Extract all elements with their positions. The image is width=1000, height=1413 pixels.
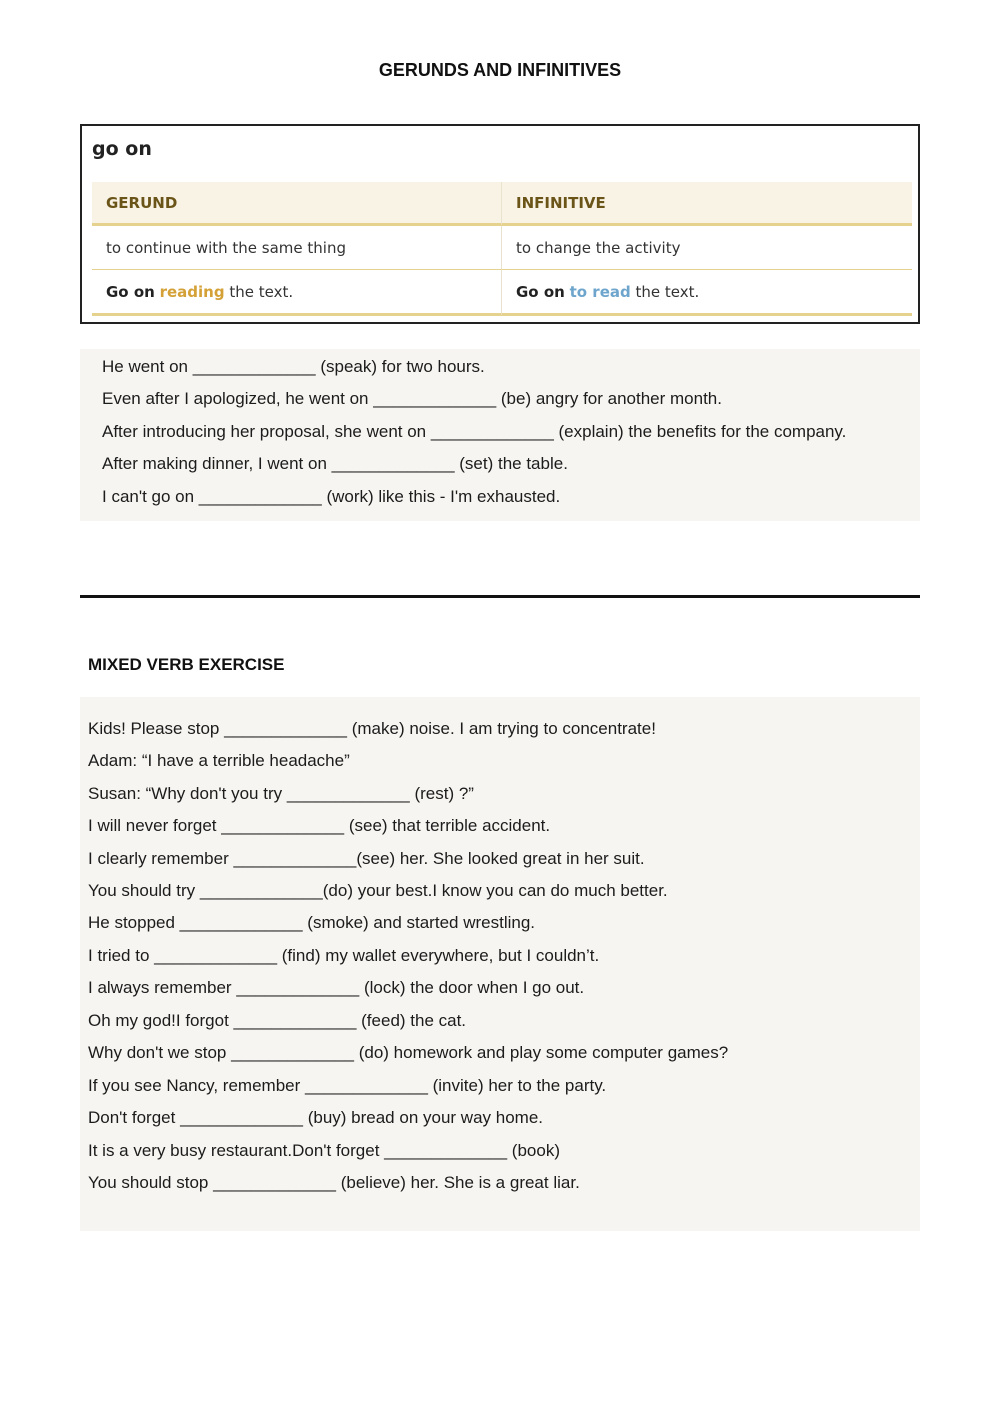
exercise1-item: After making dinner, I went on _____________ (set) the table. (102, 454, 568, 473)
infinitive-meaning: to change the activity (502, 226, 912, 270)
reference-table (92, 182, 912, 316)
exercise2-item: I always remember _____________ (lock) the door when I go out. (88, 978, 585, 997)
exercise1-item: I can't go on _____________ (work) like this - I'm exhausted. (102, 487, 561, 506)
exercise2-item: He stopped _____________ (smoke) and started wrestling. (88, 913, 536, 932)
gerund-example (92, 270, 502, 316)
exercise2-item: Susan: “Why don't you try _____________ (rest) ?” (88, 784, 474, 803)
reference-heading: go on (92, 138, 152, 160)
page-title: GERUNDS AND INFINITIVES (378, 60, 622, 80)
infinitive-example (502, 270, 912, 316)
exercise2-item: If you see Nancy, remember _____________ (invite) her to the party. (88, 1076, 607, 1095)
exercise2-item: I tried to _____________ (find) my wallet everywhere, but I couldn’t. (88, 946, 600, 965)
exercise1-item: He went on _____________ (speak) for two hours. (102, 357, 485, 376)
exercise2-item: I will never forget _____________ (see) that terrible accident. (88, 816, 551, 835)
gerund-meaning: to continue with the same thing (92, 226, 502, 270)
example-tail: the text. (635, 282, 700, 301)
exercise2-item: You should try _____________(do) your best.I know you can do much better. (88, 881, 668, 900)
example-verb: to read (569, 282, 631, 301)
example-verb: reading (159, 282, 225, 301)
exercise1-item: Even after I apologized, he went on _____________ (be) angry for another month. (102, 389, 722, 408)
exercise2-item: Kids! Please stop _____________ (make) noise. I am trying to concentrate! (88, 719, 656, 738)
reference-box (80, 124, 920, 324)
example-lead: Go on (106, 282, 155, 301)
section2-title: MIXED VERB EXERCISE (88, 655, 285, 674)
exercise2-item: You should stop _____________ (believe) her. She is a great liar. (88, 1173, 580, 1192)
exercise2-item: It is a very busy restaurant.Don't forget _____________ (book) (88, 1141, 560, 1160)
infinitive-header: INFINITIVE (502, 182, 912, 226)
example-lead: Go on (516, 282, 565, 301)
exercise2-item: Don't forget _____________ (buy) bread on your way home. (88, 1108, 543, 1127)
gerund-header: GERUND (92, 182, 502, 226)
example-tail: the text. (229, 282, 294, 301)
exercise1-item: After introducing her proposal, she went on _____________ (explain) the benefits for the company. (102, 422, 847, 441)
exercise2-item: Why don't we stop _____________ (do) homework and play some computer games? (88, 1043, 729, 1062)
section-divider (80, 595, 920, 598)
exercise2-item: Oh my god!I forgot _____________ (feed) the cat. (88, 1011, 467, 1030)
exercise2-item: Adam: “I have a terrible headache” (88, 751, 350, 770)
exercise2-item: I clearly remember _____________(see) her. She looked great in her suit. (88, 849, 645, 868)
